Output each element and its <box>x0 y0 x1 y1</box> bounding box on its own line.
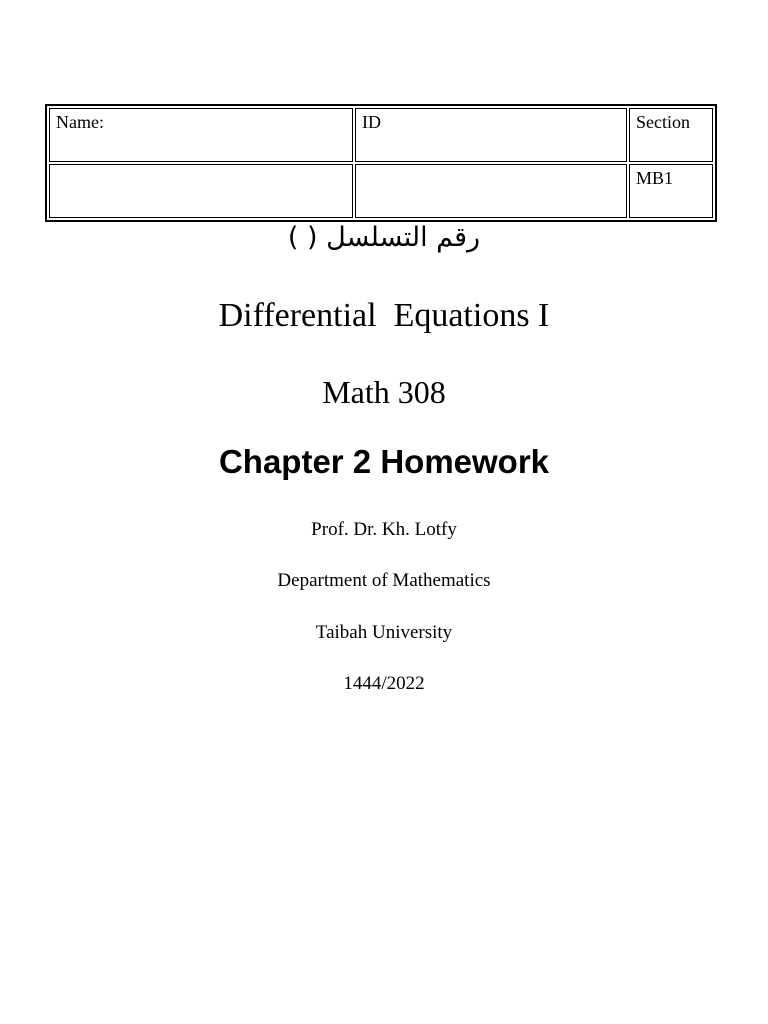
section-value-cell: MB1 <box>629 164 713 218</box>
info-table-header-row <box>49 108 713 162</box>
id-label-cell: ID <box>355 108 627 162</box>
department-name: Department of Mathematics <box>277 570 491 591</box>
student-info-table <box>45 104 717 222</box>
section-label-cell: Section <box>629 108 713 162</box>
course-code: Math 308 <box>322 374 446 410</box>
name-label-cell: Name: <box>49 108 353 162</box>
id-value-cell[interactable] <box>355 164 627 218</box>
serial-number-label: رقم التسلسل ( ) <box>287 222 481 253</box>
name-value-cell[interactable] <box>49 164 353 218</box>
academic-year: 1444/2022 <box>343 673 425 694</box>
info-table-value-row <box>49 164 713 218</box>
course-title: Differential Equations I <box>218 297 550 334</box>
document-title: Chapter 2 Homework <box>218 443 550 480</box>
university-name: Taibah University <box>315 622 453 643</box>
author-name: Prof. Dr. Kh. Lotfy <box>311 519 457 540</box>
